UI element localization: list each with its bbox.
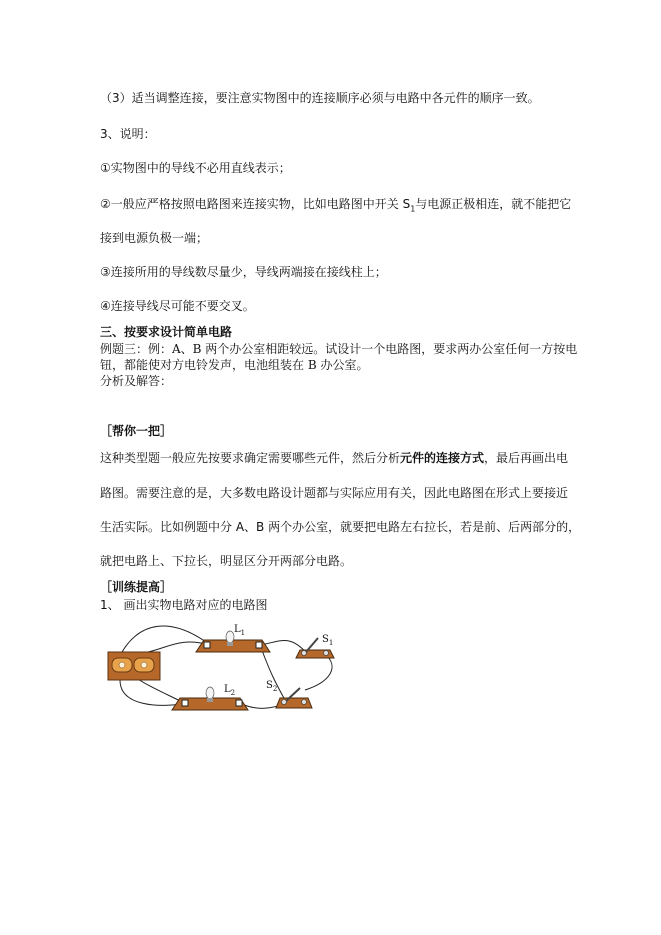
example-3-line-1: 例题三：例：A、B 两个办公室相距较远。试设计一个电路图，要求两办公室任何一方按电 xyxy=(100,342,578,356)
label-L1: $L_1$ xyxy=(234,624,246,637)
help-paragraph-line-4: 就把电路上、下拉长，明显区分开两部分电路。 xyxy=(100,554,353,568)
text-note-4: ④连接导线尽可能不要交叉。 xyxy=(100,299,255,313)
text-note-2 xyxy=(100,196,571,217)
section-heading-design: 三、按要求设计简单电路 xyxy=(100,325,233,339)
label-L2: $L_2$ xyxy=(224,684,236,697)
text-note-2-cont: 接到电源负极一端； xyxy=(100,231,209,245)
label-S1: $S_1$ xyxy=(322,634,334,647)
text-step-3: （3）适当调整连接，要注意实物图中的连接顺序必须与电路中各元件的顺序一致。 xyxy=(100,91,540,105)
text-note-2-part-a: ②一般应严格按照电路图来连接实物，比如电路图中开关 S xyxy=(100,197,411,211)
switch-S2 xyxy=(276,688,312,708)
training-question-1: 1、 画出实物电路对应的电路图 xyxy=(100,598,268,612)
bulb-L2-board xyxy=(172,687,248,710)
bulb-L1-board xyxy=(196,631,270,652)
help-line-1-part-a: 这种类型题一般应先按要求确定需要哪些元件，然后分析 xyxy=(100,451,401,465)
circuit-figure xyxy=(100,612,340,717)
help-paragraph-line-2: 路图。需要注意的是，大多数电路设计题都与实际应用有关，因此电路图在形式上要接近 xyxy=(100,486,569,500)
battery-pack xyxy=(108,652,160,680)
help-paragraph-line-3: 生活实际。比如例题中分 A、B 两个办公室，就要把电路左右拉长，若是前、后两部分的， xyxy=(100,520,581,534)
training-heading: ［训练提高］ xyxy=(100,580,173,594)
help-line-1-part-b: ，最后再画出电 xyxy=(484,451,569,465)
text-note-2-sub: 1 xyxy=(410,204,416,214)
label-S2: $S_2$ xyxy=(266,680,278,693)
text-note-2-part-b: 与电源正极相连，就不能把它 xyxy=(415,197,572,211)
example-3-line-2: 钮，都能使对方电铃发声，电池组装在 B 办公室。 xyxy=(100,358,369,372)
analysis-label: 分析及解答： xyxy=(100,374,173,388)
text-explanation-heading: 3、说明： xyxy=(100,127,156,141)
text-note-3: ③连接所用的导线数尽量少，导线两端接在接线柱上； xyxy=(100,265,387,279)
text-note-1: ①实物图中的导线不必用直线表示； xyxy=(100,161,291,175)
help-paragraph-line-1 xyxy=(100,450,568,466)
help-line-1-emphasis: 元件的连接方式 xyxy=(400,451,485,465)
help-heading: ［帮你一把］ xyxy=(100,424,173,438)
